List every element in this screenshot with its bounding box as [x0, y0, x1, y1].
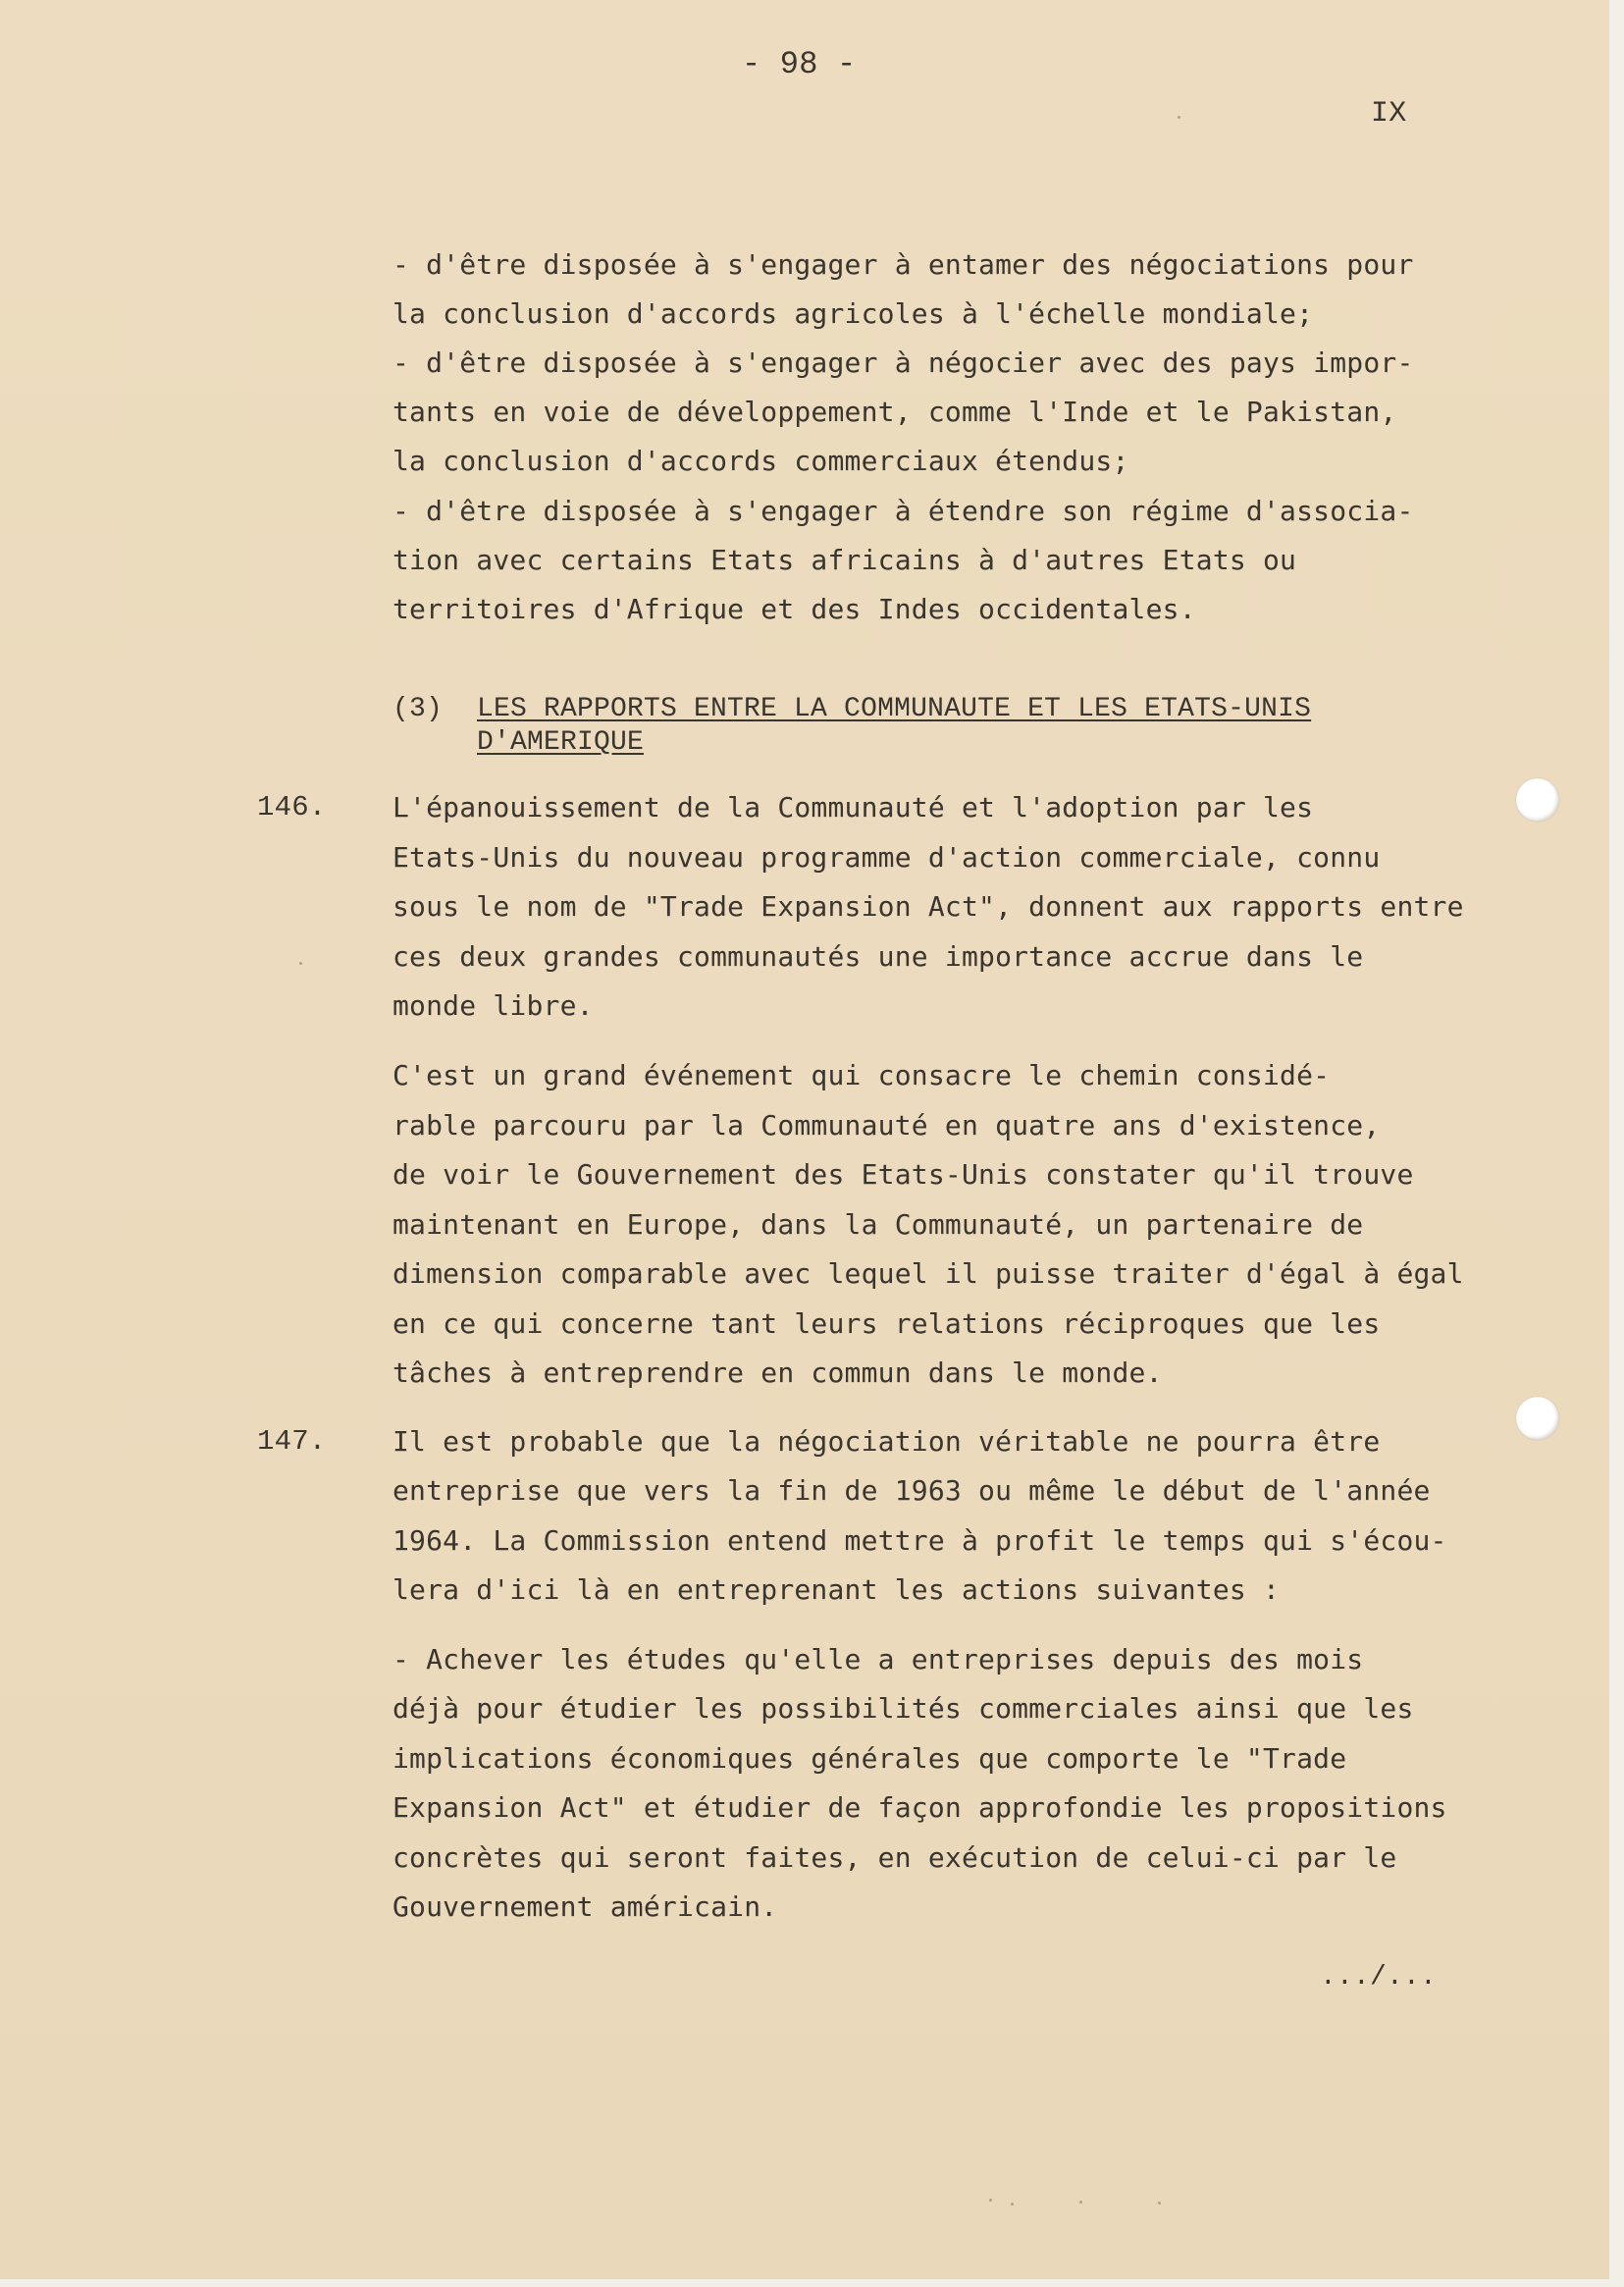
paragraph-line: implications économiques générales que comporte le "Trade: [393, 1742, 1347, 1775]
scan-speck: [1158, 2202, 1161, 2205]
bullet-line: la conclusion d'accords commerciaux étendus;: [393, 445, 1129, 477]
punch-hole: [1516, 1397, 1559, 1440]
paragraph-line: - Achever les études qu'elle a entreprises depuis des mois: [393, 1643, 1364, 1675]
paragraph-line: sous le nom de "Trade Expansion Act", donnent aux rapports entre: [393, 890, 1464, 923]
section-heading-number: (3): [393, 694, 444, 724]
continuation-mark: .../...: [1320, 1962, 1438, 1993]
paragraph-line: monde libre.: [393, 989, 594, 1022]
section-code: IX: [1371, 97, 1407, 131]
bullet-line: - d'être disposée à s'engager à étendre son régime d'associa-: [393, 495, 1414, 527]
bullet-line: territoires d'Afrique et des Indes occidentales.: [393, 593, 1196, 625]
bullet-line: tion avec certains Etats africains à d'autres Etats ou: [393, 544, 1297, 576]
paragraph-line: Etats-Unis du nouveau programme d'action commerciale, connu: [393, 841, 1381, 874]
paragraph-line: maintenant en Europe, dans la Communauté, un partenaire de: [393, 1208, 1364, 1241]
scan-border-right: [1609, 0, 1624, 2287]
paragraph-line: déjà pour étudier les possibilités commerciales ainsi que les: [393, 1692, 1414, 1725]
paragraph-line: en ce qui concerne tant leurs relations réciproques que les: [393, 1307, 1381, 1340]
punch-hole: [1516, 778, 1559, 822]
paragraph-line: L'épanouissement de la Communauté et l'adoption par les: [393, 791, 1314, 824]
bullet-line: - d'être disposée à s'engager à entamer des négociations pour: [393, 248, 1414, 281]
paragraph-line: de voir le Gouvernement des Etats-Unis constater qu'il trouve: [393, 1158, 1414, 1191]
bullet-line: tants en voie de développement, comme l'Inde et le Pakistan,: [393, 396, 1397, 428]
paragraph-line: concrètes qui seront faites, en exécution de celui-ci par le: [393, 1841, 1397, 1874]
paragraph-number: 147.: [257, 1425, 327, 1458]
scan-speck: [1178, 116, 1180, 119]
scan-speck: [989, 2199, 992, 2202]
paragraph-number: 146.: [257, 791, 327, 824]
paragraph-line: C'est un grand événement qui consacre le chemin considé-: [393, 1059, 1331, 1091]
page-number: - 98 -: [742, 46, 857, 82]
paragraph-line: entreprise que vers la fin de 1963 ou même le début de l'année: [393, 1474, 1431, 1507]
paragraph-line: lera d'ici là en entreprenant les actions suivantes :: [393, 1573, 1281, 1606]
scan-border-bottom: [0, 2279, 1624, 2287]
paragraph-line: Gouvernement américain.: [393, 1890, 778, 1923]
section-heading-title: LES RAPPORTS ENTRE LA COMMUNAUTE ET LES ETATS-UNIS D'AMERIQUE: [477, 694, 1312, 758]
paragraph-line: 1964. La Commission entend mettre à profit le temps qui s'écou-: [393, 1524, 1447, 1557]
paragraph-line: Expansion Act" et étudier de façon approfondie les propositions: [393, 1791, 1447, 1824]
paragraph-line: rable parcouru par la Communauté en quatre ans d'existence,: [393, 1109, 1381, 1142]
bullet-line: la conclusion d'accords agricoles à l'échelle mondiale;: [393, 297, 1314, 330]
scan-speck: [1079, 2201, 1082, 2204]
scan-speck: [299, 962, 302, 965]
paragraph-line: dimension comparable avec lequel il puisse traiter d'égal à égal: [393, 1257, 1464, 1290]
paragraph-line: ces deux grandes communautés une importance accrue dans le: [393, 940, 1364, 973]
scan-speck: [1011, 2203, 1014, 2206]
bullet-line: - d'être disposée à s'engager à négocier avec des pays impor-: [393, 346, 1414, 379]
paragraph-line: Il est probable que la négociation véritable ne pourra être: [393, 1425, 1381, 1458]
paragraph-line: tâches à entreprendre en commun dans le monde.: [393, 1356, 1163, 1389]
